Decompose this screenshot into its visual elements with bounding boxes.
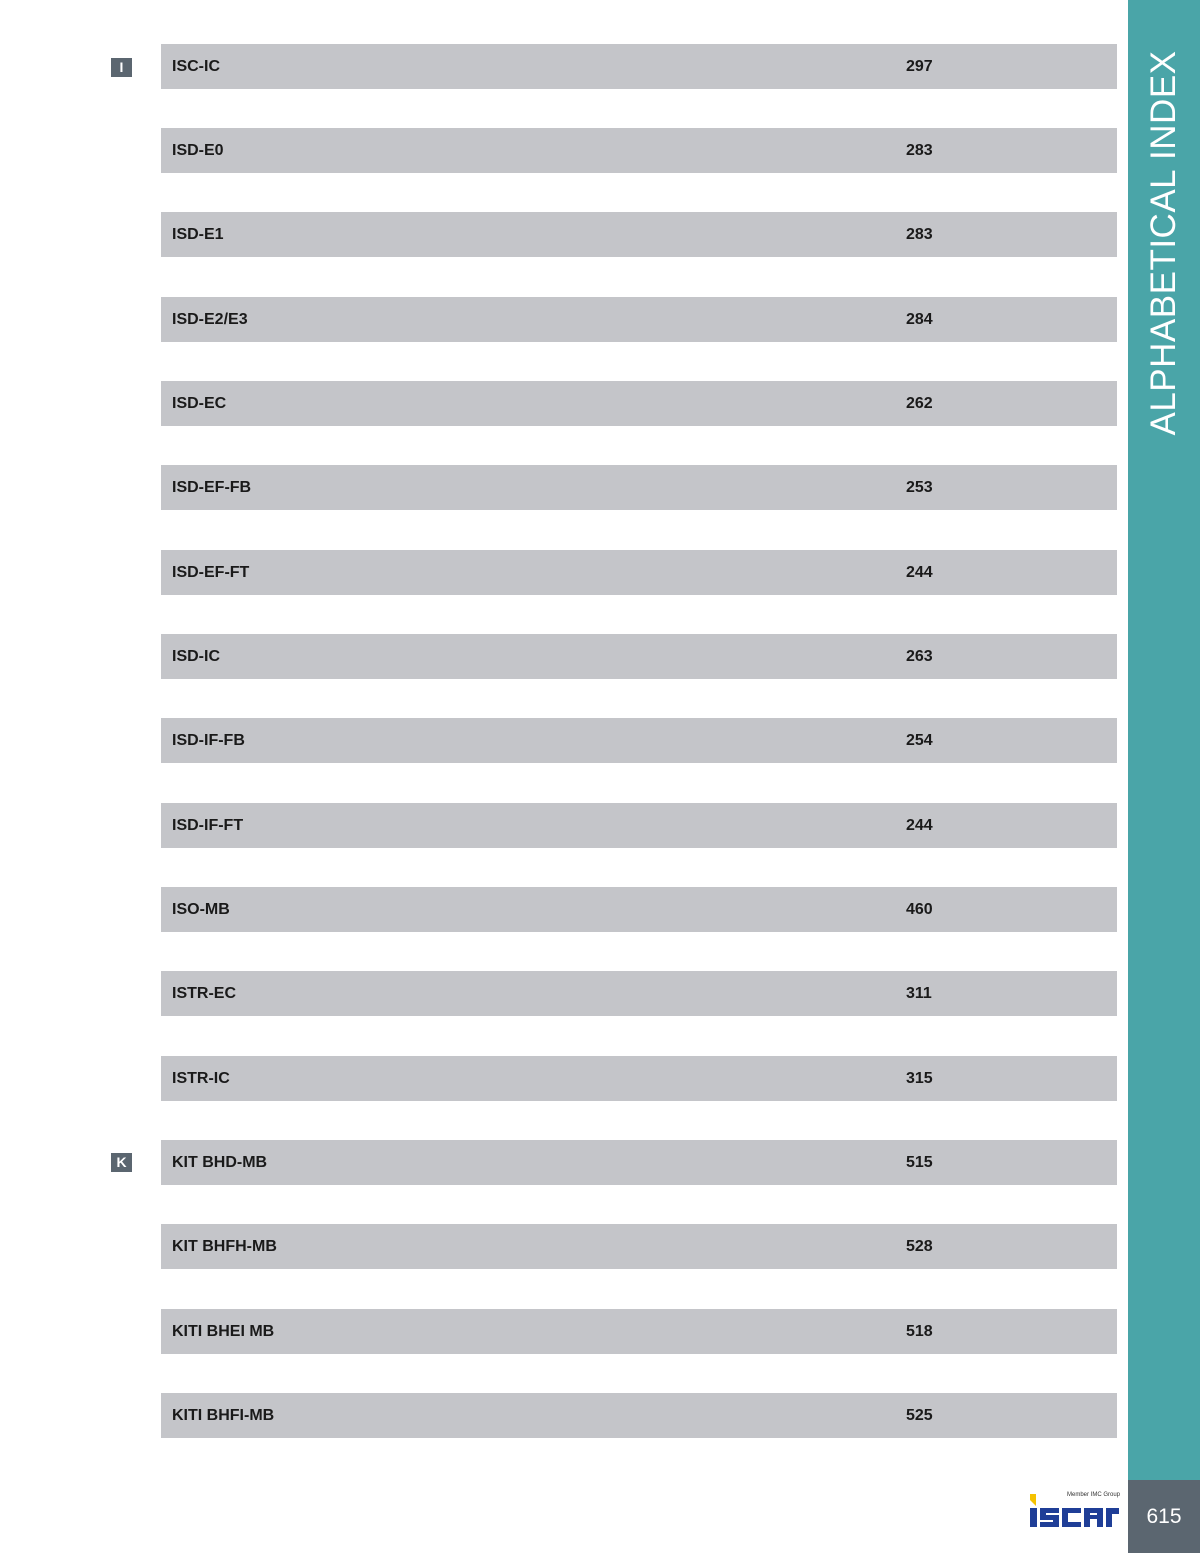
entry-page: 518 <box>906 1323 933 1340</box>
entry-name: ISC-IC <box>172 58 220 75</box>
entry-page: 528 <box>906 1238 933 1255</box>
index-row <box>161 1224 1117 1269</box>
index-row <box>161 550 1117 595</box>
logo-icon <box>1028 1494 1120 1528</box>
index-row <box>161 971 1117 1016</box>
index-row <box>161 634 1117 679</box>
entry-name: KIT BHD-MB <box>172 1154 268 1171</box>
entry-page: 284 <box>906 311 933 328</box>
index-row <box>161 381 1117 426</box>
logo-letter-i <box>1030 1508 1037 1527</box>
index-row <box>161 128 1117 173</box>
entry-name: ISD-EC <box>172 395 227 412</box>
index-row <box>161 803 1117 848</box>
brand-logo <box>1028 1492 1120 1528</box>
entry-name: ISD-IF-FB <box>172 732 245 749</box>
entry-page: 244 <box>906 564 933 581</box>
section-letter-i: I <box>111 58 132 77</box>
entry-page: 297 <box>906 58 933 75</box>
entry-page: 311 <box>906 985 932 1002</box>
entry-name: ISD-EF-FB <box>172 479 252 496</box>
entry-page: 460 <box>906 901 933 918</box>
entry-page: 315 <box>906 1070 933 1087</box>
logo-letter-r <box>1106 1508 1119 1527</box>
logo-letter-s <box>1040 1508 1059 1527</box>
entry-name: KITI BHEI MB <box>172 1323 275 1340</box>
entry-name: ISD-EF-FT <box>172 564 250 581</box>
index-row <box>161 1393 1117 1438</box>
index-row <box>161 44 1117 89</box>
entry-page: 254 <box>906 732 933 749</box>
index-row <box>161 718 1117 763</box>
entry-name: ISD-E1 <box>172 226 224 243</box>
section-title: ALPHABETICAL INDEX <box>1144 50 1183 436</box>
entry-page: 263 <box>906 648 933 665</box>
entry-name: ISD-E2/E3 <box>172 311 248 328</box>
entry-page: 283 <box>906 226 933 243</box>
index-row <box>161 465 1117 510</box>
page-number: 615 <box>1128 1480 1200 1553</box>
index-row <box>161 1140 1117 1185</box>
entry-page: 515 <box>906 1154 933 1171</box>
entry-page: 525 <box>906 1407 933 1424</box>
entry-name: ISO-MB <box>172 901 230 918</box>
entry-name: KIT BHFH-MB <box>172 1238 277 1255</box>
entry-page: 262 <box>906 395 933 412</box>
entry-name: ISD-IC <box>172 648 220 665</box>
logo-letter-a <box>1084 1508 1103 1527</box>
index-row <box>161 297 1117 342</box>
logo-letter-c <box>1062 1508 1081 1527</box>
entry-name: ISD-E0 <box>172 142 224 159</box>
entry-page: 244 <box>906 817 933 834</box>
section-letter-k: K <box>111 1153 132 1172</box>
index-row <box>161 887 1117 932</box>
entry-page: 253 <box>906 479 933 496</box>
index-row <box>161 1309 1117 1354</box>
entry-name: ISD-IF-FT <box>172 817 244 834</box>
logo-tagline: Member IMC Group <box>1066 1492 1120 1498</box>
entry-name: ISTR-EC <box>172 985 236 1002</box>
entry-name: ISTR-IC <box>172 1070 230 1087</box>
entry-page: 283 <box>906 142 933 159</box>
entry-name: KITI BHFI-MB <box>172 1407 275 1424</box>
index-row <box>161 1056 1117 1101</box>
logo-accent-shape <box>1030 1494 1036 1506</box>
index-row <box>161 212 1117 257</box>
